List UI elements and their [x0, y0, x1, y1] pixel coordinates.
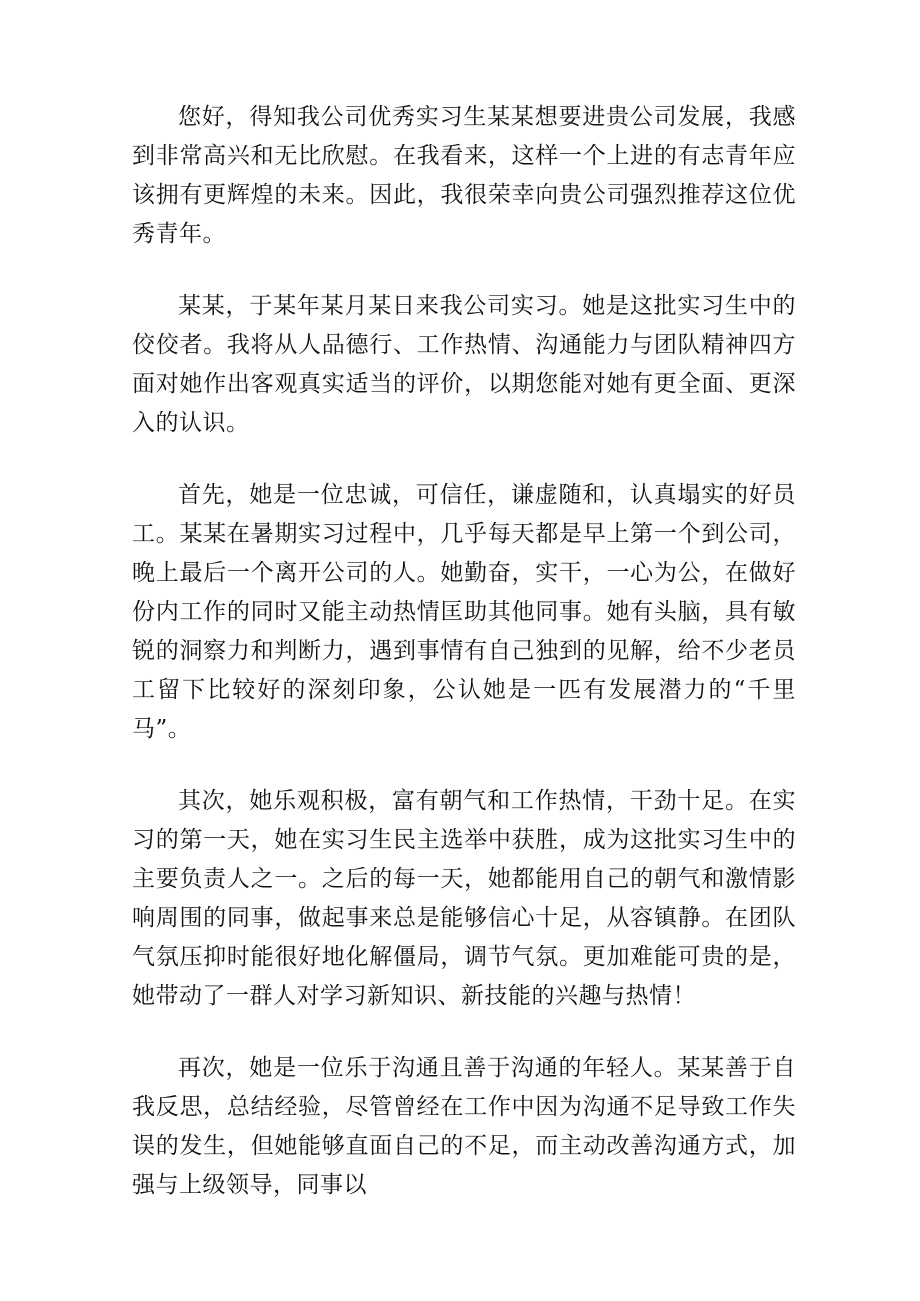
paragraph-third-point: 再次，她是一位乐于沟通且善于沟通的年轻人。某某善于自我反思，总结经验，尽管曾经在工作中因为沟通不足导致工作失误的发生，但她能够直面自己的不足，而主动改善沟通方式，加强与上级领导，同事以 — [132, 1055, 796, 1198]
paragraph-greeting: 您好，得知我公司优秀实习生某某想要进贵公司发展，我感到非常高兴和无比欣慰。在我看来，这样一个上进的有志青年应该拥有更辉煌的未来。因此，我很荣幸向贵公司强烈推荐这位优秀青年。 — [132, 104, 796, 247]
letter-body — [132, 98, 796, 1238]
paragraph-first-point: 首先，她是一位忠诚，可信任，谦虚随和，认真塌实的好员工。某某在暑期实习过程中，几乎每天都是早上第一个到公司，晚上最后一个离开公司的人。她勤奋，实干，一心为公，在做好份内工作的同时又能主动热情匡助其他同事。她有头脑，具有敏锐的洞察力和判断力，遇到事情有自己独到的见解，给不少老员工留下比较好的深刻印象，公认她是一匹有发展潜力的“千里马”。 — [132, 482, 796, 742]
paragraph-introduction: 某某，于某年某月某日来我公司实习。她是这批实习生中的佼佼者。我将从人品德行、工作热情、沟通能力与团队精神四方面对她作出客观真实适当的评价，以期您能对她有更全面、更深入的认识。 — [132, 293, 796, 436]
paragraph-second-point: 其次，她乐观积极，富有朝气和工作热情，干劲十足。在实习的第一天，她在实习生民主选举中获胜，成为这批实习生中的主要负责人之一。之后的每一天，她都能用自己的朝气和激情影响周围的同事，做起事来总是能够信心十足，从容镇静。在团队气氛压抑时能很好地化解僵局，调节气氛。更加难能可贵的是，她带动了一群人对学习新知识、新技能的兴趣与热情！ — [132, 788, 796, 1009]
